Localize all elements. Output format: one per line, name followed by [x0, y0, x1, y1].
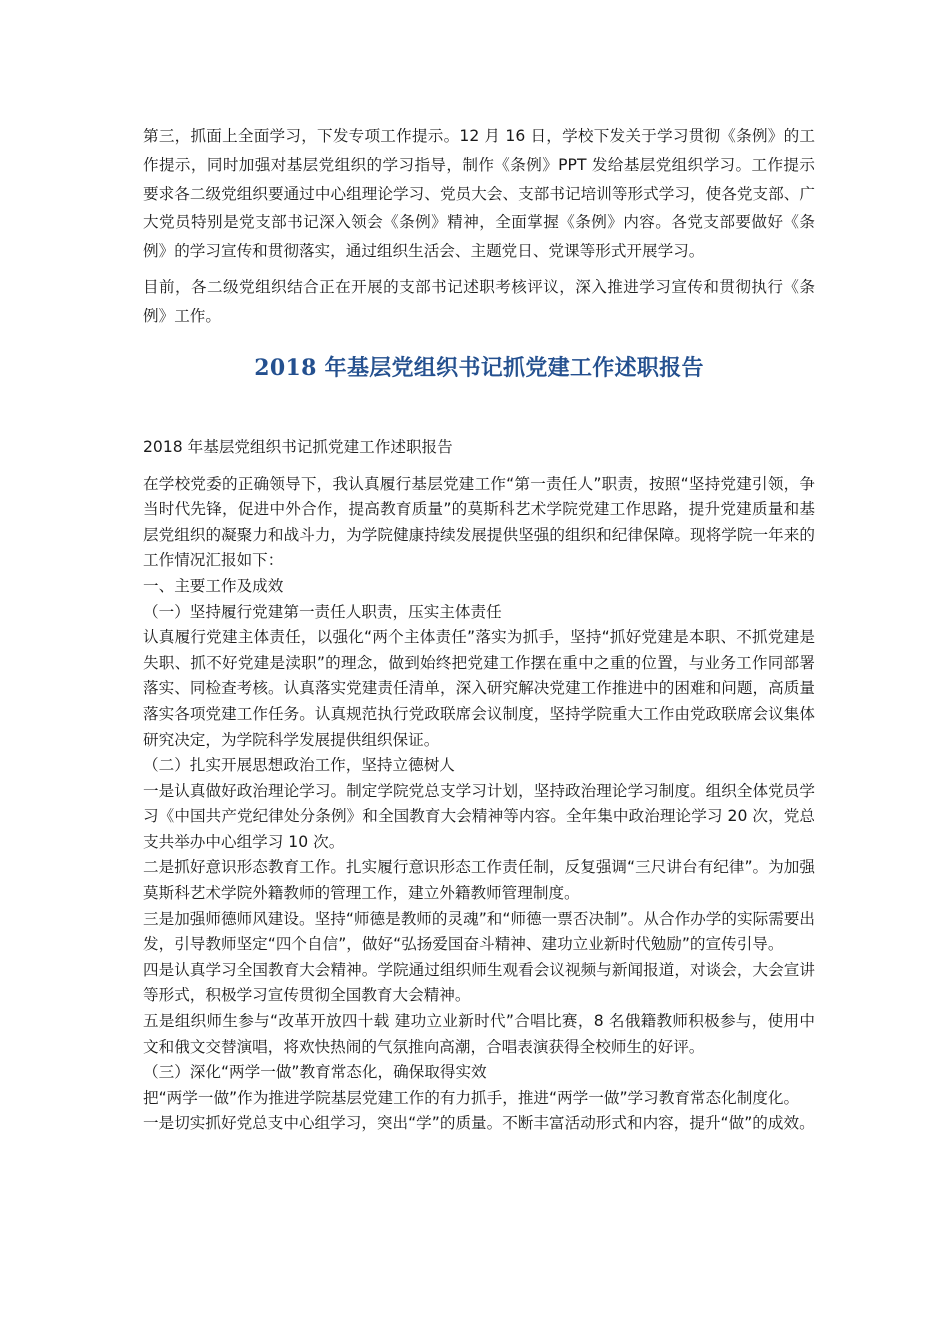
body-paragraph: 一是切实抓好党总支中心组学习，突出“学”的质量。不断丰富活动形式和内容，提升“做”的成效。 — [143, 1114, 815, 1133]
report-subtitle: 2018 年基层党组织书记抓党建工作述职报告 — [143, 437, 453, 456]
report-title: 2018 年基层党组织书记抓党建工作述职报告 — [254, 354, 704, 381]
subsection-heading: （三）深化“两学一做”教育常态化，确保取得实效 — [143, 1063, 487, 1082]
body-paragraph: 一是认真做好政治理论学习。制定学院党总支学习计划，坚持政治理论学习制度。组织全体党员学习《中国共产党纪律处分条例》和全国教育大会精神等内容。全年集中政治理论学习 20 次，党总支共举办中心组学习 10 次。 — [143, 781, 815, 851]
body-paragraph: 在学校党委的正确领导下，我认真履行基层党建工作“第一责任人”职责，按照“坚持党建引领，争当时代先锋，促进中外合作，提高教育质量”的莫斯科艺术学院党建工作思路，提升党建质量和基层党组织的凝聚力和战斗力，为学院健康持续发展提供坚强的组织和纪律保障。现将学院一年来的工作情况汇报如下： — [143, 474, 815, 570]
report-body — [143, 472, 815, 1137]
document-content — [143, 122, 815, 1137]
body-paragraph: 认真履行党建主体责任，以强化“两个主体责任”落实为抓手，坚持“抓好党建是本职、不抓党建是失职、抓不好党建是渎职”的理念，做到始终把党建工作摆在重中之重的位置，与业务工作同部署落实、同检查考核。认真落实党建责任清单，深入研究解决党建工作推进中的困难和问题，高质量落实各项党建工作任务。认真规范执行党政联席会议制度，坚持学院重大工作由党政联席会议集体研究决定，为学院科学发展提供组织保证。 — [143, 628, 815, 749]
body-paragraph: 五是组织师生参与“改革开放四十载 建功立业新时代”合唱比赛，8 名俄籍教师积极参与，使用中文和俄文交替演唱，将欢快热闹的气氛推向高潮，合唱表演获得全校师生的好评。 — [143, 1012, 815, 1056]
body-paragraph: 三是加强师德师风建设。坚持“师德是教师的灵魂”和“师德一票否决制”。从合作办学的实际需要出发，引导教师坚定“四个自信”，做好“弘扬爱国奋斗精神、建功立业新时代勉励”的宣传引导。 — [143, 909, 815, 954]
body-paragraph: 四是认真学习全国教育大会精神。学院通过组织师生观看会议视频与新闻报道，对谈会，大会宣讲等形式，积极学习宣传贯彻全国教育大会精神。 — [143, 960, 815, 1005]
body-paragraph: 把“两学一做”作为推进学院基层党建工作的有力抓手，推进“两学一做”学习教育常态化制度化。 — [143, 1088, 800, 1107]
body-paragraph: 二是抓好意识形态教育工作。扎实履行意识形态工作责任制，反复强调“三尺讲台有纪律”。为加强莫斯科艺术学院外籍教师的管理工作，建立外籍教师管理制度。 — [143, 858, 815, 903]
subsection-heading: （一）坚持履行党建第一责任人职责，压实主体责任 — [143, 602, 502, 621]
intro-paragraph: 第三，抓面上全面学习，下发专项工作提示。12 月 16 日，学校下发关于学习贯彻《条例》的工作提示，同时加强对基层党组织的学习指导，制作《条例》PPT 发给基层党组织学习。工作提示要求各二级党组织要通过中心组理论学习、党员大会、支部书记培训等形式学习，使各党支部、广大党员特别是党支部书记深入领会《条例》精神，全面掌握《条例》内容。各党支部要做好《条例》的学习宣传和贯彻落实，通过组织生活会、主题党日、党课等形式开展学习。 — [143, 127, 815, 261]
section-heading: 一、主要工作及成效 — [143, 576, 284, 595]
subsection-heading: （二）扎实开展思想政治工作，坚持立德树人 — [143, 756, 455, 775]
intro-paragraph: 目前，各二级党组织结合正在开展的支部书记述职考核评议，深入推进学习宣传和贯彻执行《条例》工作。 — [143, 277, 815, 325]
